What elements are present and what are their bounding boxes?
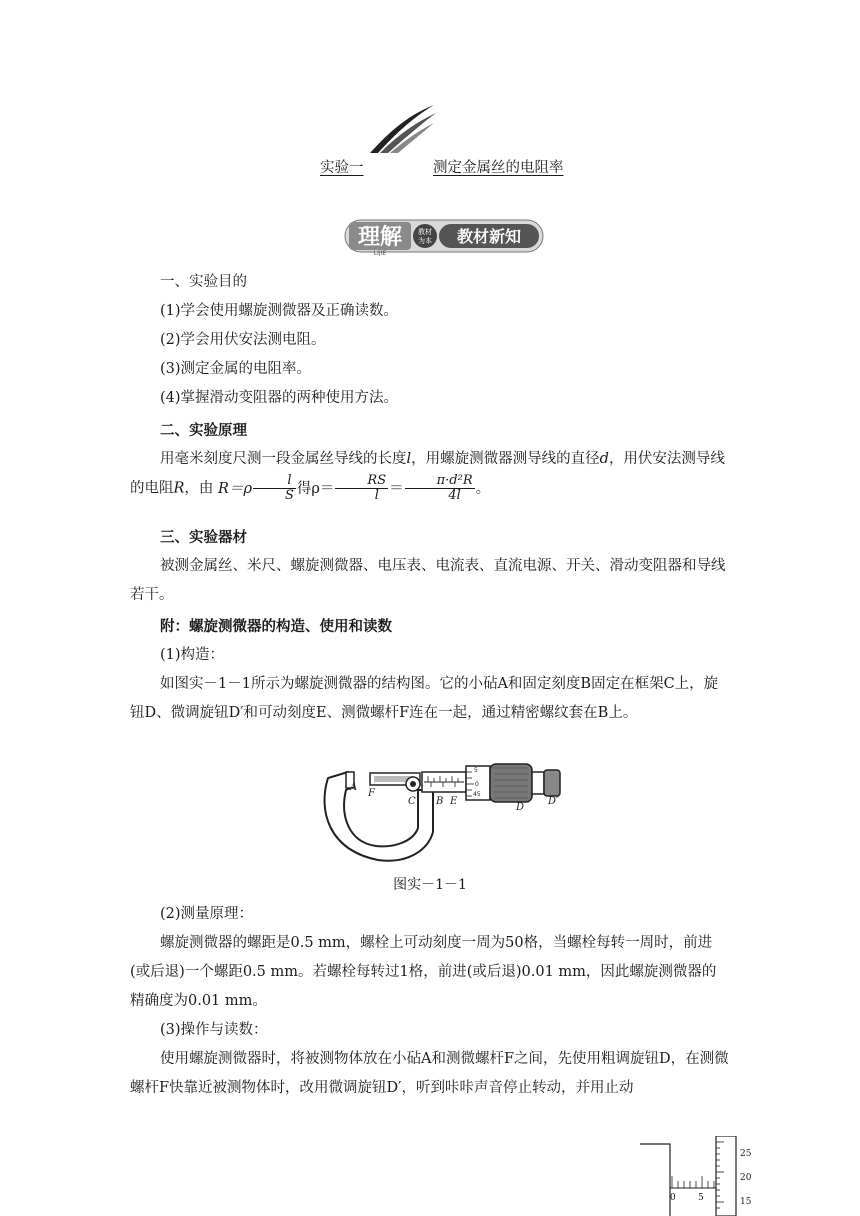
- scale-label-0: 0: [670, 1193, 676, 1203]
- section3-heading: 三、实验器材: [160, 529, 247, 546]
- construct-label: (1)构造：: [160, 647, 225, 663]
- banner-right: 教材新知: [456, 227, 522, 246]
- operation-label: (3)操作与读数：: [160, 1022, 268, 1038]
- experiment-number: 实验一: [320, 160, 364, 176]
- svg-text:5: 5: [474, 767, 478, 774]
- label-D: D: [516, 802, 525, 813]
- swoosh-icon: [368, 103, 438, 155]
- label-A: A: [350, 782, 358, 793]
- section1-item-2: (2)学会用伏安法测电阻。: [160, 332, 326, 348]
- label-B: B: [436, 796, 444, 807]
- thimble-label-15: 15: [740, 1197, 752, 1207]
- construct-text: 如图实－1－1所示为螺旋测微器的结构图。它的小砧A和固定刻度B固定在框架C上，旋钮D、微调旋钮D′和可动刻度E、测微螺杆F连在一起，通过精密螺纹套在B上。: [130, 676, 719, 721]
- section1-item-1: (1)学会使用螺旋测微器及正确读数。: [160, 303, 399, 319]
- section2-heading: 二、实验原理: [160, 422, 247, 439]
- thimble-label-20: 20: [740, 1173, 752, 1183]
- label-E: E: [450, 796, 458, 807]
- principle-text: 螺旋测微器的螺距是0.5 mm，螺栓上可动刻度一周为50格，当螺栓每转一周时，前进(或后退)一个螺距0.5 mm。若螺栓每转过1格，前进(或后退)0.01 mm，因此螺旋测微器的精确度为0.01 mm。: [130, 935, 717, 1009]
- scale-label-5: 5: [698, 1193, 704, 1203]
- operation-text: 使用螺旋测微器时，将被测物体放在小砧A和测微螺杆F之间，先使用粗调旋钮D，在测微螺杆F快靠近被测物体时，改用微调旋钮D′，听到咔咔声音停止转动，并用止动: [130, 1051, 729, 1096]
- section1-item-4: (4)掌握滑动变阻器的两种使用方法。: [160, 390, 399, 406]
- micrometer-diagram: [318, 760, 608, 868]
- section-banner: [343, 216, 548, 256]
- banner-pinyin: LIJIE: [373, 250, 387, 256]
- page-title: 测定金属丝的电阻率: [433, 160, 564, 176]
- label-D-prime: D′: [548, 796, 559, 807]
- micrometer-scale-diagram: [640, 1136, 760, 1216]
- figure-caption: 图实－1－1: [393, 877, 467, 893]
- label-C: C: [408, 796, 416, 807]
- thimble-label-25: 25: [740, 1149, 752, 1159]
- banner-small-top: 教材: [418, 228, 432, 236]
- principle-paragraph: 用毫米刻度尺测一段金属丝导线的长度l，用螺旋测微器测导线的直径d，用伏安法测导线的电阻R，由 R＝ρ $\frac{l}{S}$ 得ρ＝ $\frac{RS}{l}$ ＝ $\frac{\text{π·d²R}}{4l}$ 。: [130, 451, 725, 503]
- resistivity-formula: R＝ρ $\frac{l}{S}$ 得ρ＝ $\frac{RS}{l}$ ＝ $\frac{\text{π·d²R}}{4l}$ 。: [218, 473, 491, 503]
- svg-text:0: 0: [475, 781, 479, 788]
- equipment-text: 被测金属丝、米尺、螺旋测微器、电压表、电流表、直流电源、开关、滑动变阻器和导线若干。: [130, 558, 726, 603]
- section1-item-3: (3)测定金属的电阻率。: [160, 361, 312, 377]
- banner-small-bottom: 为本: [418, 237, 432, 245]
- title-row: [0, 150, 860, 180]
- appendix-heading: 附：螺旋测微器的构造、使用和读数: [160, 618, 392, 635]
- svg-text:45: 45: [473, 791, 481, 798]
- banner-big: 理解: [357, 225, 403, 250]
- section1-heading: 一、实验目的: [160, 274, 247, 290]
- principle-label: (2)测量原理：: [160, 906, 254, 922]
- label-F: F: [368, 788, 375, 799]
